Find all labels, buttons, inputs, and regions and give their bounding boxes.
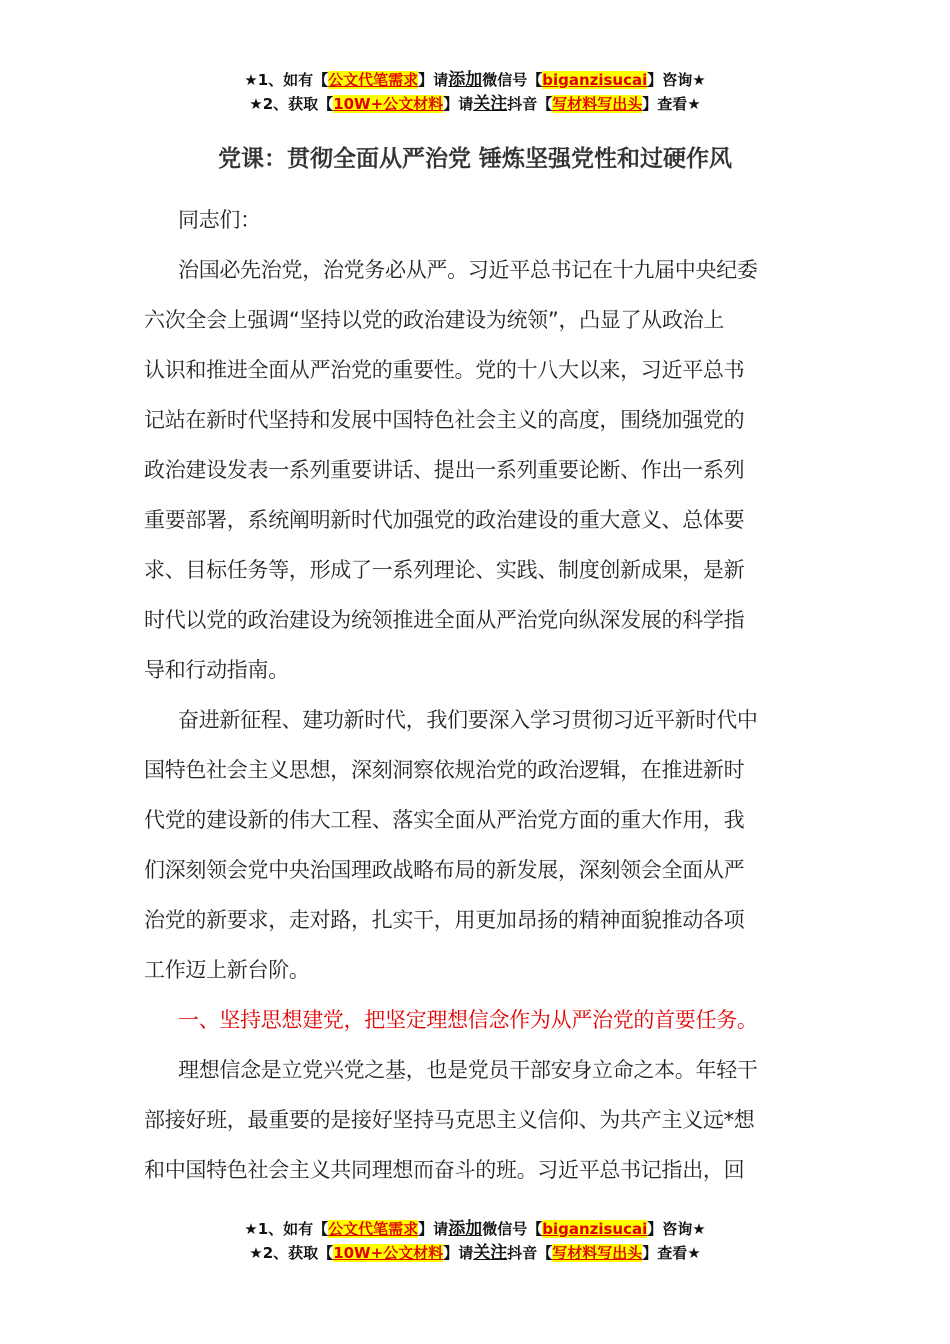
text-line: 认识和推进全面从严治党的重要性。党的十八大以来，习近平总书	[144, 358, 745, 382]
promo-line-1: ★1、如有【公文代笔需求】请添加微信号【biganzisucai】咨询★	[244, 70, 706, 90]
text-line: 记站在新时代坚持和发展中国特色社会主义的高度，围绕加强党的	[144, 408, 745, 432]
promo-line-2: ★2、获取【10W+公文材料】请关注抖音【写材料写出头】查看★	[249, 94, 701, 114]
text-line: 们深刻领会党中央治国理政战略布局的新发展，深刻领会全面从严	[144, 858, 745, 882]
section-heading: 一、坚持思想建党，把坚定理想信念作为从严治党的首要任务。	[178, 1008, 758, 1032]
text-line: 治党的新要求，走对路，扎实干，用更加昂扬的精神面貌推动各项	[144, 908, 745, 932]
document-title: 党课：贯彻全面从严治党 锤炼坚强党性和过硬作风	[217, 146, 732, 172]
text-line: 治国必先治党，治党务必从严。习近平总书记在十九届中央纪委	[178, 258, 758, 282]
document-body	[144, 202, 809, 1202]
text-line: 理想信念是立党兴党之基，也是党员干部安身立命之本。年轻干	[178, 1058, 758, 1082]
text-line: 重要部署，系统阐明新时代加强党的政治建设的重大意义、总体要	[144, 508, 745, 532]
text-line: 工作迈上新台阶。	[144, 958, 310, 982]
promo-line-2: ★2、获取【10W+公文材料】请关注抖音【写材料写出头】查看★	[249, 1243, 701, 1263]
text-line: 代党的建设新的伟大工程、落实全面从严治党方面的重大作用，我	[144, 808, 745, 832]
text-line: 导和行动指南。	[144, 658, 289, 682]
text-line: 六次全会上强调“坚持以党的政治建设为统领”，凸显了从政治上	[144, 308, 725, 332]
promo-banner-bottom	[0, 1217, 950, 1265]
promo-line-1: ★1、如有【公文代笔需求】请添加微信号【biganzisucai】咨询★	[244, 1219, 706, 1239]
text-line: 求、目标任务等，形成了一系列理论、实践、制度创新成果，是新	[144, 558, 745, 582]
text-line: 和中国特色社会主义共同理想而奋斗的班。习近平总书记指出，回	[144, 1158, 745, 1182]
promo-banner-top	[0, 68, 950, 116]
text-line: 时代以党的政治建设为统领推进全面从严治党向纵深发展的科学指	[144, 608, 745, 632]
text-line: 部接好班，最重要的是接好坚持马克思主义信仰、为共产主义远*想	[144, 1108, 755, 1132]
text-line: 国特色社会主义思想，深刻洞察依规治党的政治逻辑，在推进新时	[144, 758, 745, 782]
text-line: 政治建设发表一系列重要讲话、提出一系列重要论断、作出一系列	[144, 458, 745, 482]
text-line: 奋进新征程、建功新时代，我们要深入学习贯彻习近平新时代中	[178, 708, 758, 732]
text-line: 同志们：	[178, 208, 261, 232]
